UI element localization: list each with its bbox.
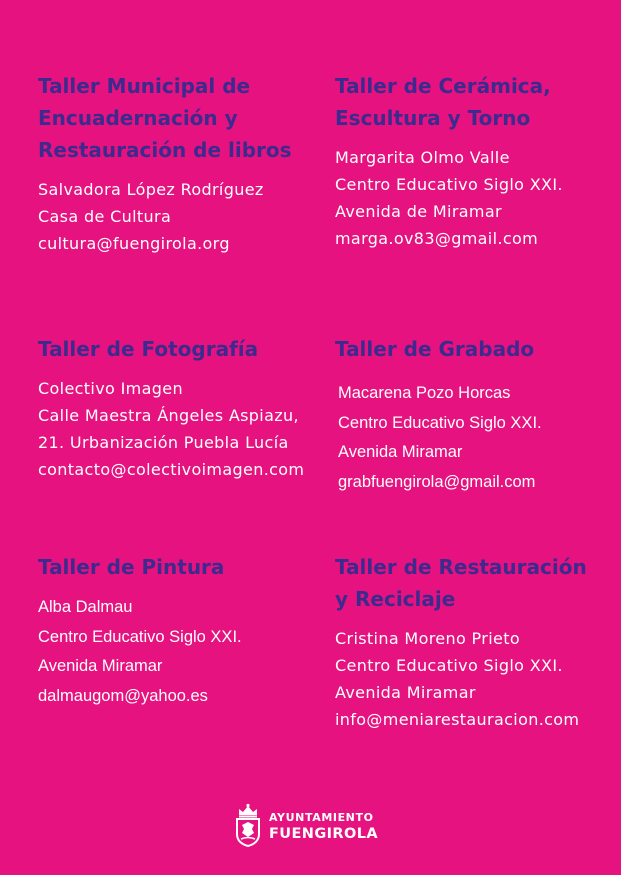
contact-name: Macarena Pozo Horcas: [338, 384, 511, 402]
workshop-title: [38, 70, 292, 166]
contact-name: Alba Dalmau: [38, 598, 133, 616]
contact-address: Calle Maestra Ángeles Aspiazu,: [38, 406, 299, 425]
logo-line-ayuntamiento: AYUNTAMIENTO: [269, 811, 374, 825]
fuengirola-coat-of-arms-icon: [234, 803, 262, 847]
contact-email: cultura@fuengirola.org: [38, 234, 230, 253]
workshop-contact: [38, 375, 304, 483]
contact-address: Avenida Miramar: [38, 657, 163, 675]
contact-name: Colectivo Imagen: [38, 379, 183, 398]
contact-email: dalmaugom@yahoo.es: [38, 686, 208, 705]
workshop-contact: [335, 625, 587, 733]
workshop-title-line: Taller de Cerámica,: [335, 74, 551, 98]
contact-email: grabfuengirola@gmail.com: [338, 472, 536, 491]
workshop-title-line: y Reciclaje: [335, 587, 456, 611]
workshop-title-line: Taller de Fotografía: [38, 337, 259, 361]
contact-address: Avenida de Miramar: [335, 202, 502, 221]
workshop-title: [335, 70, 563, 134]
contact-email: contacto@colectivoimagen.com: [38, 460, 305, 479]
workshop-restauracion: [335, 551, 587, 733]
workshop-title-line: Taller de Restauración: [335, 555, 587, 579]
contact-location: Centro Educativo Siglo XXI.: [335, 175, 563, 194]
contact-location: Centro Educativo Siglo XXI.: [338, 413, 542, 432]
contact-email: info@meniarestauracion.com: [335, 710, 580, 729]
workshop-pintura: [38, 551, 242, 711]
contact-name: Cristina Moreno Prieto: [335, 629, 520, 648]
logo-line-fuengirola: FUENGIROLA: [269, 826, 378, 843]
contact-address: Avenida Miramar: [338, 443, 463, 461]
workshop-title-line: Taller de Grabado: [335, 337, 535, 361]
workshop-title: [335, 551, 587, 615]
logo-text: [269, 808, 378, 842]
workshop-fotografia: [38, 333, 304, 483]
workshop-contact: [335, 144, 563, 252]
workshop-title: [38, 551, 242, 583]
workshop-contact: [38, 176, 292, 257]
contact-address: 21. Urbanización Puebla Lucía: [38, 433, 289, 452]
contact-location: Centro Educativo Siglo XXI.: [335, 656, 563, 675]
workshop-title-line: Taller Municipal de: [38, 74, 251, 98]
ayuntamiento-logo: [234, 802, 378, 848]
workshop-title-line: Taller de Pintura: [38, 555, 225, 579]
contact-address: Avenida Miramar: [335, 683, 476, 702]
workshop-title-line: Encuadernación y: [38, 106, 238, 130]
workshop-ceramica: [335, 70, 563, 252]
workshop-encuadernacion: [38, 70, 292, 257]
contact-name: Salvadora López Rodríguez: [38, 180, 264, 199]
contact-name: Margarita Olmo Valle: [335, 148, 510, 167]
contact-location: Casa de Cultura: [38, 207, 172, 226]
workshop-contact: [335, 379, 542, 497]
workshop-grabado: [335, 333, 542, 497]
contact-location: Centro Educativo Siglo XXI.: [38, 627, 242, 646]
workshop-title: [335, 333, 542, 365]
workshop-title-line: Escultura y Torno: [335, 106, 531, 130]
workshop-title: [38, 333, 304, 365]
contact-email: marga.ov83@gmail.com: [335, 229, 539, 248]
workshop-title-line: Restauración de libros: [38, 138, 292, 162]
workshop-contact: [38, 593, 242, 711]
